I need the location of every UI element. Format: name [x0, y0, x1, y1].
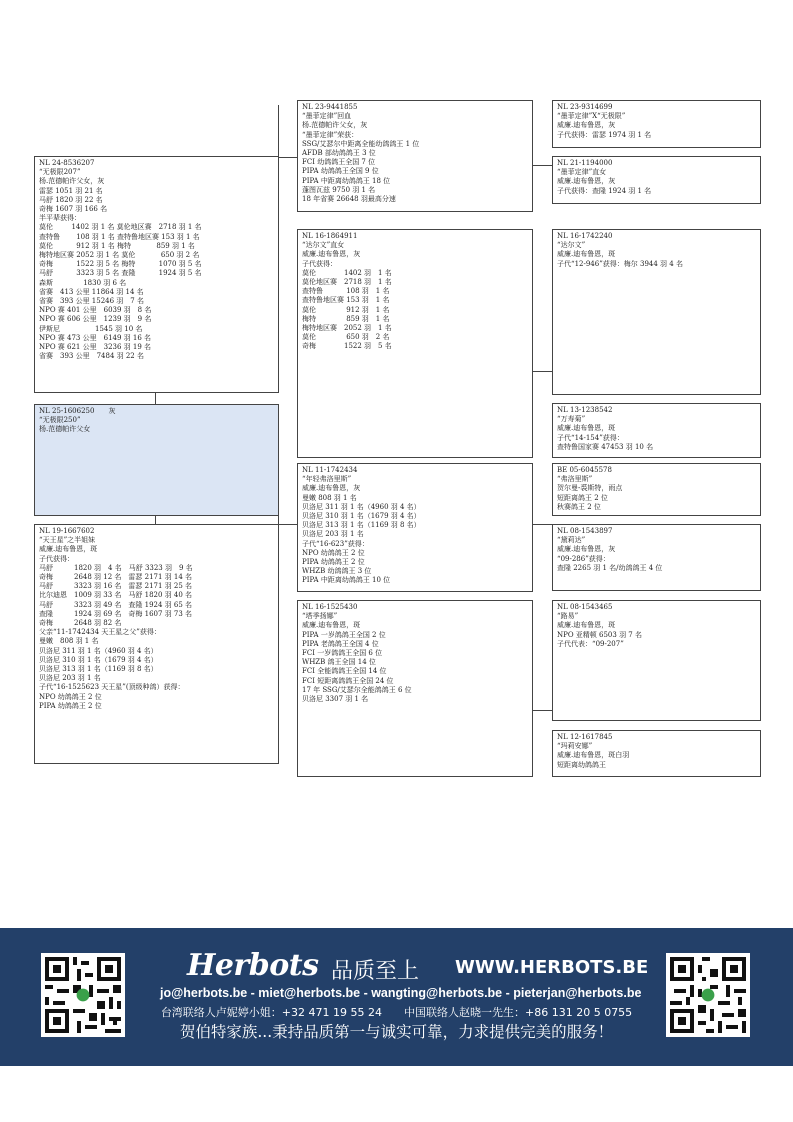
card-line: WHZB 鸽王全国 14 位: [302, 658, 376, 667]
card-line: 威廉.迪布鲁恩，斑: [302, 621, 361, 630]
card-line: 威廉.迪布鲁恩，斑: [557, 250, 616, 259]
card-line: “玛莉安娜”: [557, 742, 593, 751]
card-line: 查特鲁地区赛 153 羽 1 名: [302, 296, 390, 305]
grandfather-maternal-card: [297, 463, 533, 592]
card-line: “塔季扬娜”: [302, 612, 338, 621]
ring-number: NL 11-1742434: [302, 466, 358, 474]
connector-line: [155, 392, 156, 404]
card-line: “墨菲定律”直女: [557, 168, 607, 177]
card-line: 马舒 3323 羽 49 名 查隆 1924 羽 65 名: [39, 600, 193, 609]
card-line: “黛莉达”: [557, 536, 586, 545]
connector-line: [155, 515, 156, 524]
card-line: “无极限250”: [39, 416, 81, 425]
connector-line: [532, 524, 552, 525]
ring-number: NL 16-1742240: [557, 232, 613, 240]
card-line: 曼嫩 808 羽 1 名: [302, 493, 357, 502]
card-line: 省赛 393 公里 7484 羽 22 名: [39, 352, 144, 361]
ring-number: NL 23-9314699: [557, 103, 613, 111]
card-line: PIPA 中距离幼鸽鸽王 18 位: [302, 176, 391, 185]
ancestor-mfm-card: [552, 524, 761, 591]
card-line: “墨菲定律”X“无极限”: [557, 112, 626, 121]
card-line: 子代“16-1525623 天王星”(顶级种鸽）获得：: [39, 683, 185, 692]
card-line: 奇梅 2648 羽 82 名: [39, 619, 122, 628]
card-line: 贝洛尼 310 羽 1 名（1679 羽 4 名）: [302, 512, 421, 521]
card-line: 17 年 SSG/艾瑟尔全能鸽鸽王 6 位: [302, 685, 412, 694]
card-line: 梅特地区赛 2052 羽 1 名: [302, 324, 392, 333]
card-line: 短距离幼鸽鸽王: [557, 760, 606, 769]
card-line: NPO 幼鸽鸽王 2 位: [302, 548, 365, 557]
ring-number: NL 25-1606250 灰: [39, 407, 116, 415]
card-line: 威廉.迪布鲁恩，斑: [557, 424, 616, 433]
card-line: 威廉.迪布鲁恩，斑: [557, 621, 616, 630]
card-line: 威廉.迪布鲁恩，灰: [302, 250, 361, 259]
card-line: “达尔文”: [557, 241, 586, 250]
card-line: 奇梅 1522 羽 5 名 梅特 1070 羽 5 名: [39, 260, 202, 269]
card-line: 马舒 1820 羽 4 名 马舒 3323 羽 9 名: [39, 563, 193, 572]
card-line: FCI 全能鸽鸽王全国 14 位: [302, 667, 387, 676]
brand-tagline: 品质至上: [331, 959, 420, 984]
card-line: 贝洛尼 203 羽 1 名: [302, 530, 364, 539]
card-line: 马舒 3323 羽 16 名 雷瑟 2171 羽 25 名: [39, 582, 193, 591]
card-line: 贝洛尼 311 羽 1 名（4960 羽 4 名）: [302, 502, 421, 511]
card-line: 莫伦 1402 羽 1 名: [302, 268, 392, 277]
card-line: “无极限207”: [39, 168, 81, 177]
ancestor-mmf-card: [552, 600, 761, 721]
ring-number: NL 16-1525430: [302, 603, 358, 611]
ring-number: NL 19-1667602: [39, 527, 95, 535]
card-line: SSG/艾瑟尔中距离全能幼鸽鸽王 1 位: [302, 139, 420, 148]
card-line: 比尔迪恩 1009 羽 33 名 马舒 1820 羽 40 名: [39, 591, 193, 600]
card-line: PIPA 老鸽鸽王全国 4 位: [302, 639, 379, 648]
card-line: 查隆 2265 羽 1 名/幼鸽鸽王 4 位: [557, 563, 663, 572]
card-line: 莫伦 912 羽 1 名 梅特 859 羽 1 名: [39, 241, 195, 250]
ancestor-mff-card: [552, 463, 761, 516]
card-line: 省赛 413 公里 11864 羽 14 名: [39, 287, 144, 296]
connector-line: [532, 165, 552, 166]
qr-code-right: [666, 953, 750, 1037]
card-line: 子代获得：: [39, 554, 74, 563]
grandmother-maternal-card: [297, 600, 533, 777]
card-line: 贺尔曼-裘斯特，雨点: [557, 484, 623, 493]
ancestor-fff-card: [552, 100, 761, 148]
card-line: PIPA 幼鸽鸽王 2 位: [302, 558, 365, 567]
card-line: 威廉.迪布鲁恩，灰: [557, 177, 616, 186]
ancestor-mmm-card: [552, 730, 761, 777]
card-line: 查隆 1924 羽 69 名 奇梅 1607 羽 73 名: [39, 609, 193, 618]
card-line: NPO 赛 606 公里 1239 羽 9 名: [39, 315, 152, 324]
ring-number: NL 13-1238542: [557, 406, 613, 414]
card-line: 父亲“11-1742434 天王星之父”获得：: [39, 628, 161, 637]
card-line: 莫伦地区赛 2718 羽 1 名: [302, 278, 392, 287]
card-line: 查特鲁 108 羽 1 名 查特鲁地区赛 153 羽 1 名: [39, 232, 200, 241]
card-line: 奇梅 2648 羽 12 名 雷瑟 2171 羽 14 名: [39, 573, 193, 582]
card-line: 贝洛尼 3307 羽 1 名: [302, 695, 369, 704]
card-line: 马舒 1820 羽 22 名: [39, 195, 103, 204]
card-line: “万寿菊”: [557, 415, 586, 424]
card-line: 威廉.迪布鲁恩，斑白羽: [557, 751, 630, 760]
wechat-qr-icon: [666, 953, 750, 1037]
ancestor-ffm-card: [552, 156, 761, 204]
ring-number: NL 16-1864911: [302, 232, 358, 240]
contact-emails[interactable]: jo@herbots.be - miet@herbots.be - wangting@herbots.be - pieterjan@herbots.be: [160, 986, 642, 1000]
card-line: 子代获得：: [302, 259, 337, 268]
card-line: NPO 赛 473 公里 6149 羽 16 名: [39, 333, 152, 342]
card-line: NPO 幼鸽鸽王 2 位: [39, 692, 102, 701]
card-line: 子代“12-946”获得：梅尔 3944 羽 4 名: [557, 259, 683, 268]
connector-line: [278, 524, 297, 525]
card-line: 杨.范德帕许父女，灰: [302, 121, 368, 130]
card-line: 雷瑟 1051 羽 21 名: [39, 186, 103, 195]
ring-number: NL 24-8536207: [39, 159, 95, 167]
website-link[interactable]: WWW.HERBOTS.BE: [455, 957, 649, 978]
card-line: PIPA 一岁鸽鸽王全国 2 位: [302, 630, 386, 639]
card-line: 子代“14-154”获得：: [557, 433, 624, 442]
ring-number: NL 21-1194000: [557, 159, 613, 167]
card-line: “路易”: [557, 612, 579, 621]
card-line: PIPA 中距离幼鸽鸽王 10 位: [302, 576, 391, 585]
ancestor-fmm-card: [552, 403, 761, 458]
card-line: NPO 亚精顿 6503 羽 7 名: [557, 630, 642, 639]
qr-code-left: [41, 953, 125, 1037]
ring-number: BE 05-6045578: [557, 466, 612, 474]
card-line: 贝洛尼 313 羽 1 名（1169 羽 8 名）: [39, 665, 158, 674]
card-line: FCI 一岁鸽鸽王全国 6 位: [302, 649, 383, 658]
ring-number: NL 08-1543897: [557, 527, 613, 535]
ring-number: NL 23-9441855: [302, 103, 358, 111]
footer-slogan: 贺伯特家族...秉持品质第一与诚实可靠，力求提供完美的服务！: [179, 1023, 614, 1041]
card-line: 奇梅 1607 羽 166 名: [39, 205, 108, 214]
grandfather-paternal-card: [297, 100, 533, 212]
card-line: “09-286”获得：: [557, 554, 610, 563]
card-line: 蓬图瓦兹 9750 羽 1 名: [302, 185, 376, 194]
card-line: 查特鲁 108 羽 1 名: [302, 287, 390, 296]
connector-line: [278, 157, 297, 158]
wechat-qr-icon: [41, 953, 125, 1037]
pigeon-card: [34, 404, 279, 516]
card-line: 梅特地区赛 2052 羽 1 名 莫伦 650 羽 2 名: [39, 251, 200, 260]
card-line: WHZB 幼鸽鸽王 3 位: [302, 567, 372, 576]
card-line: 贝洛尼 311 羽 1 名（4960 羽 4 名）: [39, 646, 158, 655]
card-line: NPO 赛 401 公里 6039 羽 8 名: [39, 306, 152, 315]
herbots-logo: Herbots: [187, 948, 319, 983]
card-line: FCI 短距离鸽鸽王全国 24 位: [302, 676, 394, 685]
card-line: 森斯 1830 羽 6 名: [39, 278, 127, 287]
card-line: “天王星”之半姐妹: [39, 536, 96, 545]
card-line: 子代获得：雷瑟 1974 羽 1 名: [557, 130, 652, 139]
card-line: FCI 幼鸽鸽王全国 7 位: [302, 158, 376, 167]
card-line: 子代“16-623”获得：: [302, 539, 369, 548]
ring-number: NL 12-1617845: [557, 733, 613, 741]
card-line: “墨菲定律”回血: [302, 112, 352, 121]
card-line: NPO 赛 621 公里 3236 羽 19 名: [39, 343, 152, 352]
card-line: 马舒 3323 羽 5 名 查隆 1924 羽 5 名: [39, 269, 202, 278]
card-line: 子代代表：“09-207”: [557, 639, 624, 648]
card-line: 威廉.迪布鲁恩，灰: [557, 121, 616, 130]
ancestor-fmf-card: [552, 229, 761, 395]
card-line: 贝洛尼 313 羽 1 名（1169 羽 8 名）: [302, 521, 421, 530]
connector-line: [532, 710, 552, 711]
card-line: “年轻弗洛里斯”: [302, 475, 352, 484]
card-line: 杨.范德帕许父女: [39, 425, 91, 434]
card-line: “达尔文”直女: [302, 241, 345, 250]
card-line: 莫伦 650 羽 2 名: [302, 333, 390, 342]
card-line: PIPA 幼鸽鸽王 2 位: [39, 701, 102, 710]
card-line: 杨.范德帕许父女，灰: [39, 177, 105, 186]
card-line: 秋赛鸽王 2 位: [557, 502, 601, 511]
card-line: AFDB 部幼鸽鸽王 3 位: [302, 149, 376, 158]
card-line: “墨菲定律”荣获：: [302, 130, 359, 139]
card-line: 莫伦 912 羽 1 名: [302, 305, 390, 314]
card-line: 威廉.迪布鲁恩，灰: [302, 484, 361, 493]
card-line: 短距离鸽王 2 位: [557, 493, 608, 502]
card-line: PIPA 幼鸽鸽王全国 9 位: [302, 167, 379, 176]
grandmother-paternal-card: [297, 229, 533, 458]
card-line: 半平辈获得：: [39, 214, 81, 223]
ring-number: NL 08-1543465: [557, 603, 613, 611]
card-line: 莫伦 1402 羽 1 名 莫伦地区赛 2718 羽 1 名: [39, 223, 202, 232]
card-line: 奇梅 1522 羽 5 名: [302, 342, 392, 351]
card-line: 梅特 859 羽 1 名: [302, 314, 390, 323]
card-line: 子代获得：查隆 1924 羽 1 名: [557, 186, 652, 195]
card-line: 省赛 393 公里 15246 羽 7 名: [39, 297, 144, 306]
connector-line: [532, 371, 552, 372]
card-line: 威廉.迪布鲁恩，斑: [39, 545, 98, 554]
mother-card: [34, 524, 279, 764]
card-line: 曼嫩 808 羽 1 名: [39, 637, 99, 646]
card-line: 贝洛尼 310 羽 1 名（1679 羽 4 名）: [39, 655, 158, 664]
card-line: “弗洛里斯”: [557, 475, 593, 484]
card-line: 18 年省赛 26648 羽最高分速: [302, 195, 396, 204]
card-line: 伊斯尼 1545 羽 10 名: [39, 324, 143, 333]
card-line: 威廉.迪布鲁恩，灰: [557, 545, 616, 554]
father-card: [34, 156, 279, 393]
card-line: 查特鲁国家赛 47453 羽 10 名: [557, 442, 654, 451]
card-line: 贝洛尼 203 羽 1 名: [39, 674, 101, 683]
contact-phones: 台湾联络人卢妮婷小姐：+32 471 19 55 24 中国联络人赵晓一先生：+86 131 20 5 0755: [160, 1006, 633, 1019]
